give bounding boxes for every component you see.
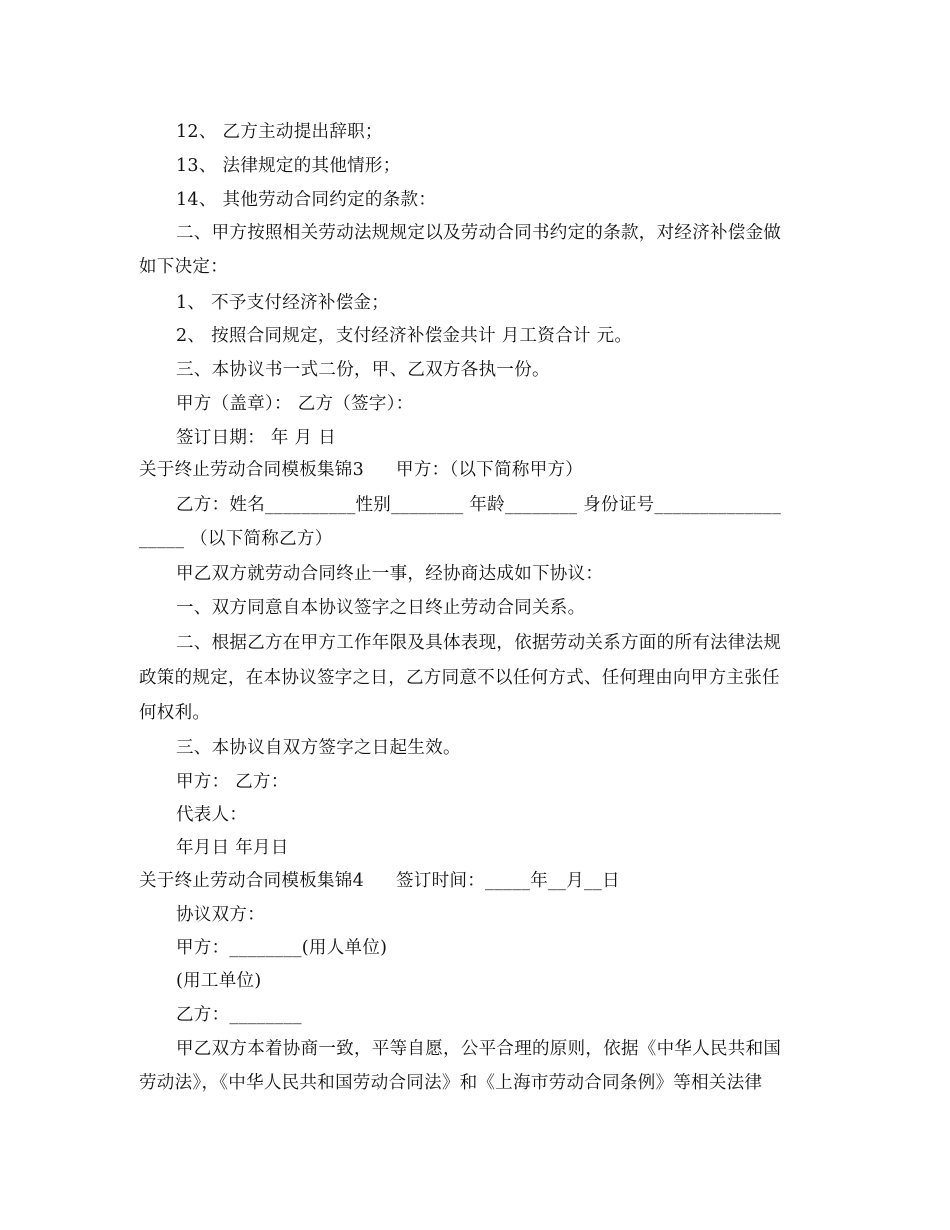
decision-item-2: 2、 按照合同规定，支付经济补偿金共计 月工资合计 元。 <box>176 326 633 346</box>
signature-parties: 甲方（盖章）： 乙方（签字）： <box>176 394 414 414</box>
agreement-item-2-line-1: 二、根据乙方在甲方工作年限及具体表现，依据劳动关系方面的所有法律法规 <box>176 633 782 653</box>
agreement-item-1: 一、双方同意自本协议签字之日终止劳动合同关系。 <box>176 598 586 618</box>
template-4-signing-time: 签订时间：_____年__月__日 <box>396 871 620 891</box>
clause-13: 13、 法律规定的其他情形； <box>176 156 401 176</box>
dates-3: 年月日 年月日 <box>176 838 289 858</box>
party-b: 乙方：________ <box>176 1005 302 1025</box>
template-4-heading-row <box>139 870 620 892</box>
template-3-heading-row <box>139 459 583 481</box>
party-a-employer: 甲方：________(用人单位) <box>176 938 388 958</box>
template-3-party-a: 甲方：（以下简称甲方） <box>396 460 584 480</box>
decision-item-1: 1、 不予支付经济补偿金； <box>176 293 390 313</box>
principle-line-2: 劳动法》，《中华人民共和国劳动合同法》和《上海市劳动合同条例》等相关法律 <box>139 1073 763 1093</box>
signing-date: 签订日期： 年 月 日 <box>176 428 336 448</box>
principle-line-1: 甲乙双方本着协商一致，平等自愿，公平合理的原则，依据《中华人民共和国 <box>176 1039 782 1059</box>
clause-14: 14、 其他劳动合同约定的条款： <box>176 190 437 210</box>
signature-parties-3: 甲方： 乙方： <box>176 772 289 792</box>
party-b-info-line-2: _____ （以下简称乙方） <box>139 529 333 549</box>
agreement-item-2-line-3: 何权利。 <box>139 703 211 723</box>
agreement-item-2-line-2: 政策的规定，在本协议签字之日，乙方同意不以任何方式、任何理由向甲方主张任 <box>139 668 780 688</box>
section-three: 三、本协议书一式二份，甲、乙双方各执一份。 <box>176 360 550 380</box>
representative: 代表人： <box>176 805 248 825</box>
template-3-title: 关于终止劳动合同模板集锦3 <box>139 460 365 480</box>
section-two-line-1: 二、甲方按照相关劳动法规规定以及劳动合同书约定的条款，对经济补偿金做 <box>176 223 782 243</box>
agreement-item-3: 三、本协议自双方签字之日起生效。 <box>176 738 461 758</box>
party-b-info-line-1: 乙方：姓名__________性别________ 年龄________ 身份证号______________ <box>176 495 782 515</box>
agreement-parties-label: 协议双方： <box>176 905 265 925</box>
section-two-line-2: 如下决定： <box>139 257 228 277</box>
party-a-user-unit: (用工单位) <box>176 971 262 991</box>
template-4-title: 关于终止劳动合同模板集锦4 <box>139 871 365 891</box>
clause-12: 12、 乙方主动提出辞职； <box>176 122 383 142</box>
agreement-intro: 甲乙双方就劳动合同终止一事，经协商达成如下协议： <box>176 564 604 584</box>
